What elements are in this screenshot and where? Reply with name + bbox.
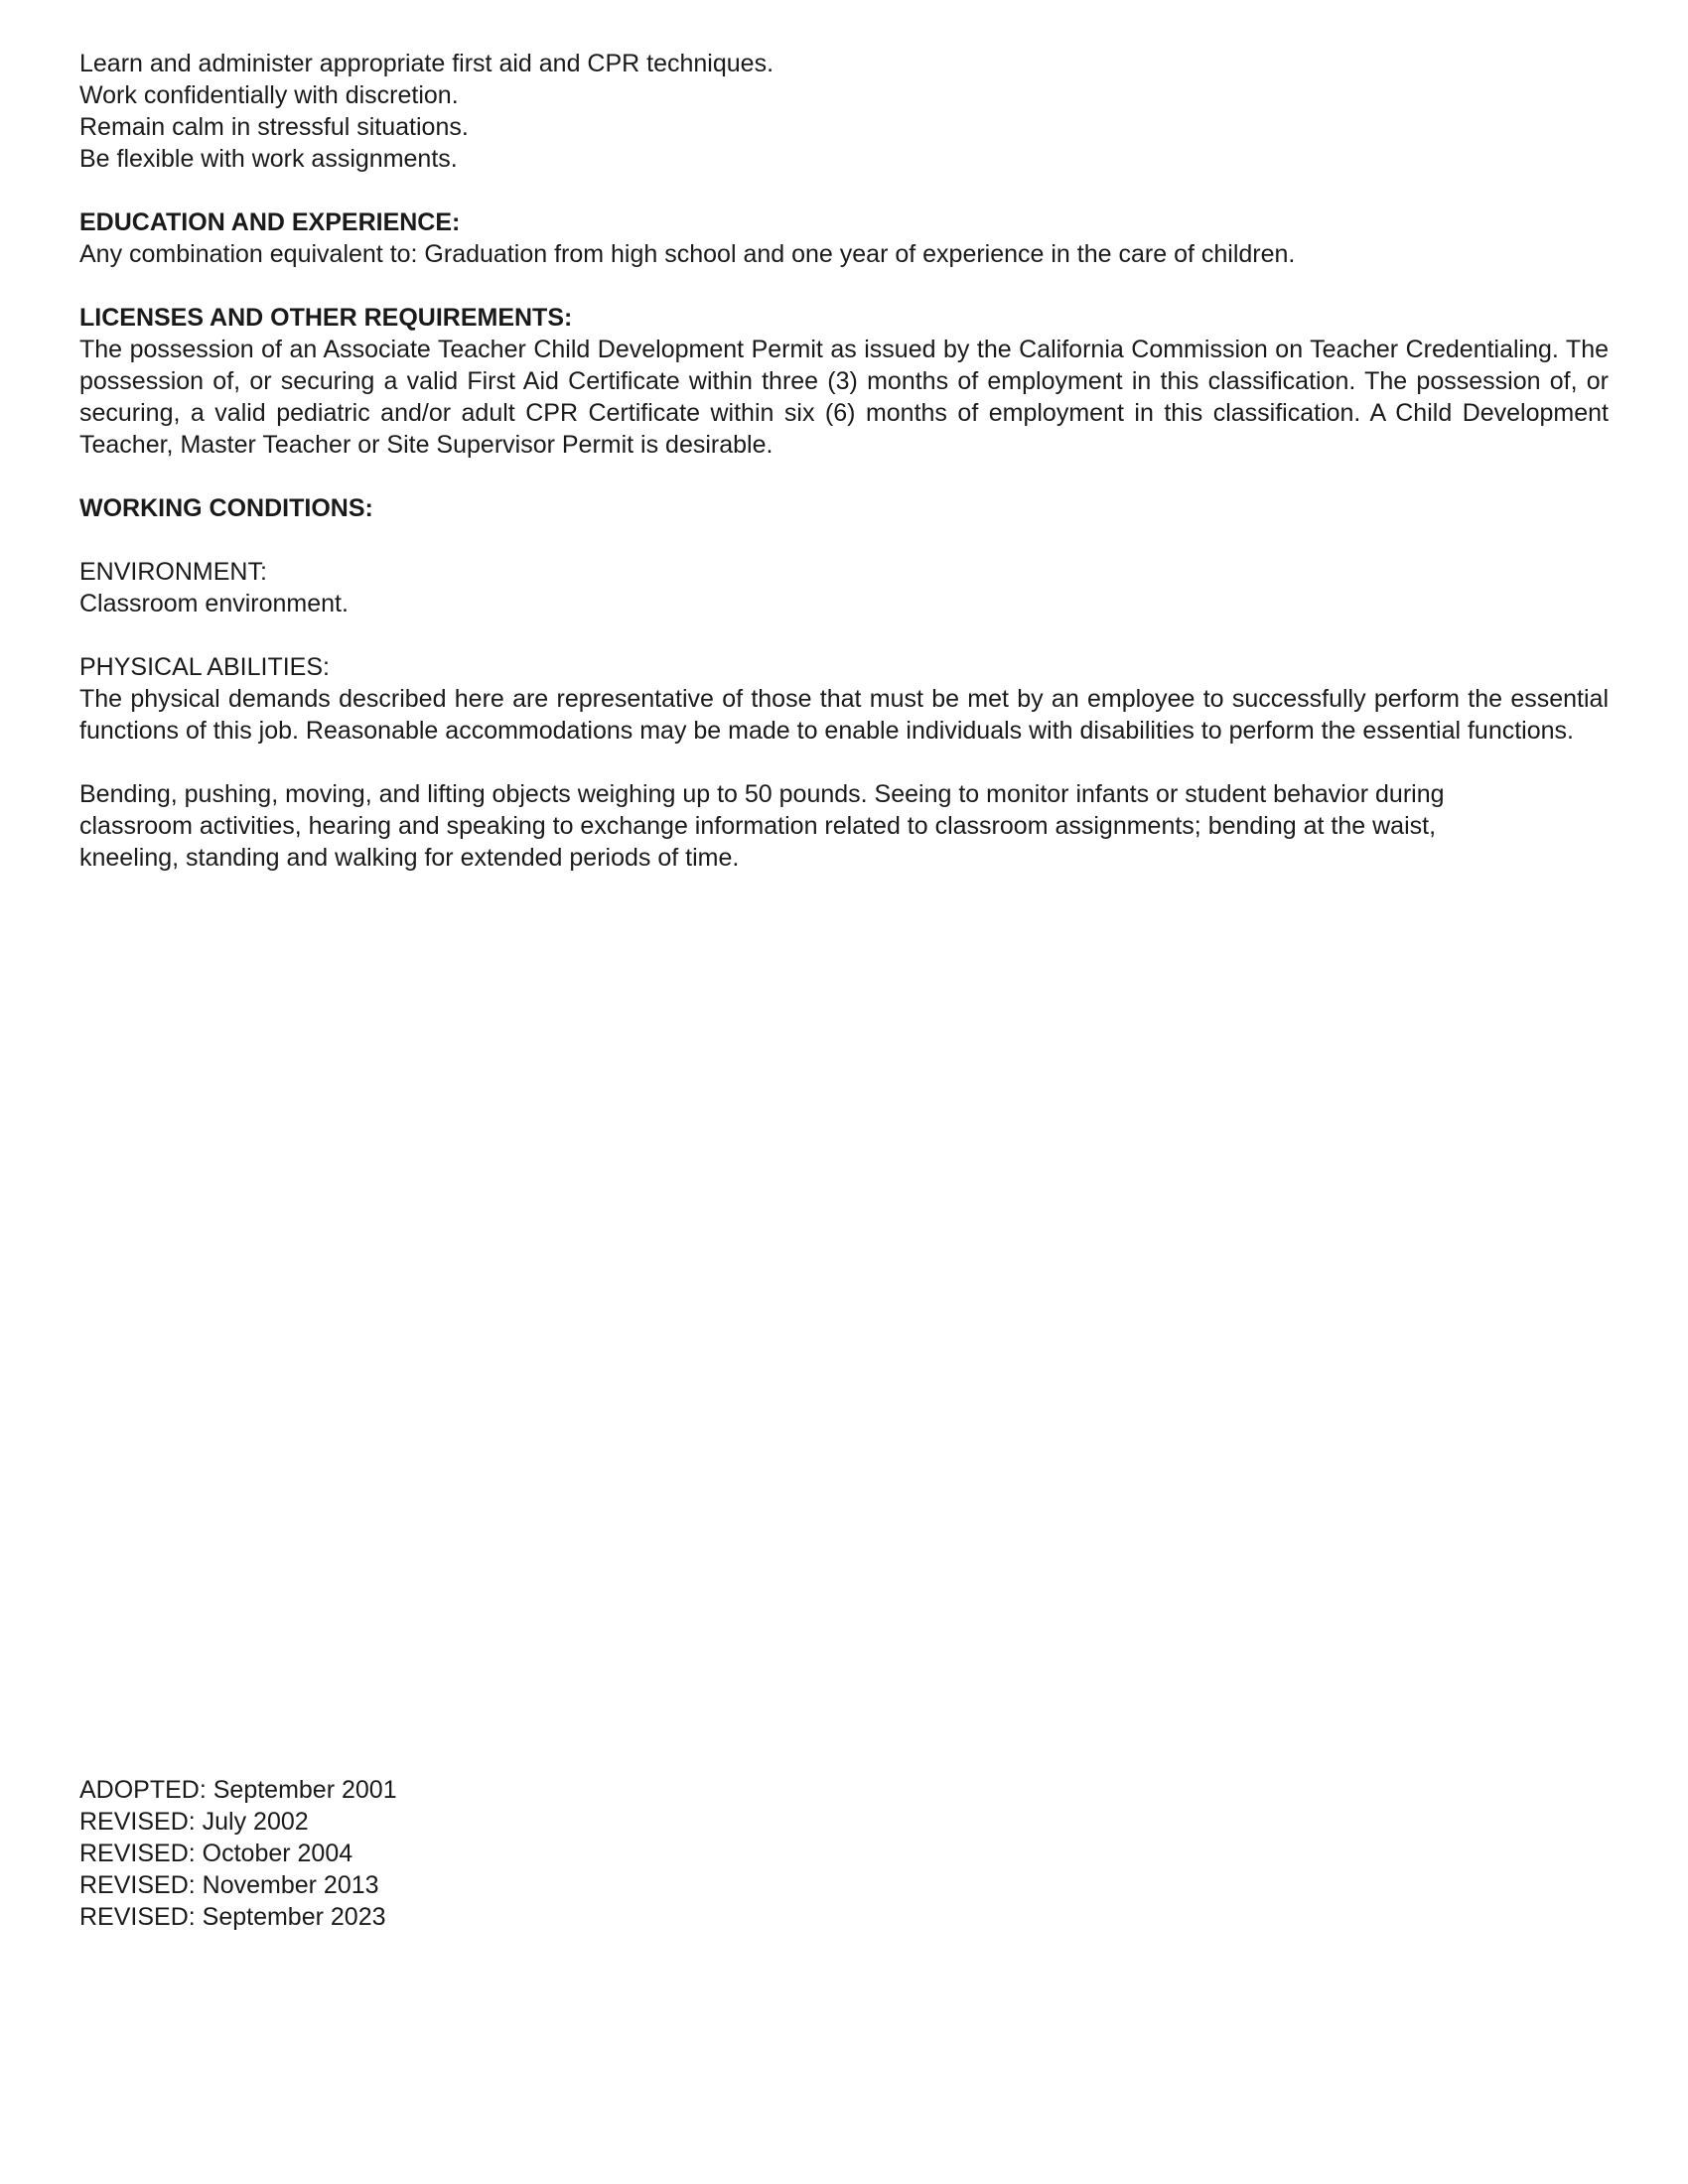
history-entry: REVISED: November 2013 <box>79 1871 379 1899</box>
intro-line: Learn and administer appropriate first aid and CPR techniques. <box>79 50 774 77</box>
education-section <box>79 206 1609 270</box>
environment-text: Classroom environment. <box>79 590 349 617</box>
physical-abilities-details: Bending, pushing, moving, and lifting objects weighing up to 50 pounds. Seeing to monitor infants or student behavior during classroom activities, hearing and speaking to exchange information related to classroom assignments; bending at the waist, kneeling, standing and walking for extended periods of time. <box>79 780 1445 872</box>
document-page <box>79 48 1609 874</box>
history-entry: REVISED: September 2023 <box>79 1903 386 1931</box>
intro-line: Be flexible with work assignments. <box>79 145 458 173</box>
education-heading: EDUCATION AND EXPERIENCE: <box>79 208 461 236</box>
working-conditions-section <box>79 492 1609 874</box>
education-text: Any combination equivalent to: Graduation from high school and one year of experience in the care of children. <box>79 240 1296 268</box>
intro-line: Work confidentially with discretion. <box>79 81 459 109</box>
physical-abilities-text: The physical demands described here are representative of those that must be met by an employee to successfully perform the essential functions of this job. Reasonable accommodations may be made to enable individuals with disabilities to perform the essential functions. <box>79 685 1609 745</box>
revision-history <box>79 1774 397 1933</box>
intro-line: Remain calm in stressful situations. <box>79 113 469 141</box>
history-entry: ADOPTED: September 2001 <box>79 1776 397 1804</box>
licenses-text: The possession of an Associate Teacher Child Development Permit as issued by the California Commission on Teacher Credentialing. The possession of, or securing a valid First Aid Certificate within three (3) months of employment in this classification. The possession of, or securing, a valid pediatric and/or adult CPR Certificate within six (6) months of employment in this classification. A Child Development Teacher, Master Teacher or Site Supervisor Permit is desirable. <box>79 336 1609 459</box>
history-entry: REVISED: October 2004 <box>79 1840 353 1867</box>
licenses-heading: LICENSES AND OTHER REQUIREMENTS: <box>79 304 573 332</box>
licenses-section <box>79 302 1609 461</box>
intro-list <box>79 48 1609 175</box>
physical-abilities-label: PHYSICAL ABILITIES: <box>79 653 330 681</box>
history-entry: REVISED: July 2002 <box>79 1808 309 1836</box>
working-conditions-heading: WORKING CONDITIONS: <box>79 494 373 522</box>
environment-label: ENVIRONMENT: <box>79 558 267 586</box>
